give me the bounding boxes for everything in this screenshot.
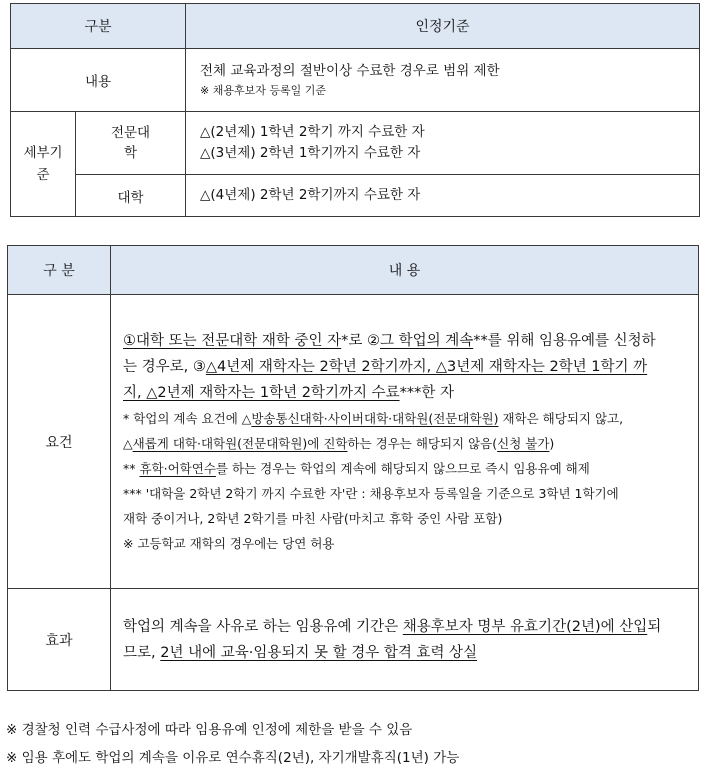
header-criteria: 인정기준: [186, 4, 700, 49]
effect-line: 학업의 계속을 사유로 하는 임용유예 기간은 채용후보자 명부 유효기간(2년)에 산입되: [123, 618, 662, 635]
header-content: 내 용: [111, 246, 699, 295]
college-label: 전문대학: [76, 112, 186, 175]
requirement-line: 는 경우로, ③△4년제 재학자는 2학년 2학기까지, △3년제 재학자는 2학년 1학기 까: [123, 358, 648, 375]
college-criteria-line: △(3년제) 2학년 1학기까지 수료한 자: [200, 145, 421, 161]
requirement-line: ①대학 또는 전문대학 재학 중인 자*로 ②그 학업의 계속**를 위해 임용유예를 신청하: [123, 332, 656, 349]
recognition-criteria-table: [10, 3, 700, 217]
effect-cell: [111, 589, 699, 691]
content-cell: [186, 49, 700, 112]
deferral-table: [7, 245, 699, 691]
header-category: 구 분: [8, 246, 111, 295]
requirement-note: △새롭게 대학·대학원(전문대학원)에 진학하는 경우는 해당되지 않음(신청 불가): [123, 435, 555, 451]
footnote: ※ 임용 후에도 학업의 계속을 이유로 연수휴직(2년), 자기개발휴직(1년) 가능: [6, 750, 460, 766]
detail-group-label: 세부기준: [11, 112, 76, 217]
table-row: [8, 295, 699, 589]
table-header-row: [11, 4, 700, 49]
university-criteria-line: △(4년제) 2학년 2학기까지 수료한 자: [186, 175, 700, 217]
university-label: 대학: [76, 175, 186, 217]
effect-line: 므로, 2년 내에 교육·임용되지 못 할 경우 합격 효력 상실: [123, 644, 478, 661]
row-label-content: 내용: [11, 49, 186, 112]
effect-label: 효과: [8, 589, 111, 691]
table-row: [11, 49, 700, 112]
table-row: [11, 175, 700, 217]
requirement-note: ※ 고등학교 재학의 경우에는 당연 허용: [123, 535, 335, 551]
table-row: [11, 112, 700, 175]
requirement-note: ** 휴학·어학연수를 하는 경우는 학업의 계속에 해당되지 않으므로 즉시 임용유예 해제: [123, 460, 590, 476]
requirement-note: *** '대학을 2학년 2학기 까지 수료한 자'란 : 채용후보자 등록일을 기준으로 3학년 1학기에: [123, 485, 619, 501]
requirement-note: 재학 중이거나, 2학년 2학기를 마친 사람(마치고 휴학 중인 사람 포함): [123, 510, 503, 526]
content-main-line: 전체 교육과정의 절반이상 수료한 경우로 범위 제한: [200, 63, 500, 79]
requirement-cell: [111, 295, 699, 589]
footnote: ※ 경찰청 인력 수급사정에 따라 임용유예 인정에 제한을 받을 수 있음: [6, 722, 413, 738]
college-criteria-line: △(2년제) 1학년 2학기 까지 수료한 자: [200, 124, 425, 140]
college-criteria-cell: [186, 112, 700, 175]
footnotes: [6, 716, 459, 772]
table-header-row: [8, 246, 699, 295]
requirement-line: 지, △2년제 재학자는 1학년 2학기까지 수료***한 자: [123, 384, 454, 401]
content-sub-note: ※ 채용후보자 등록일 기준: [200, 84, 326, 97]
requirement-note: * 학업의 계속 요건에 △방송통신대학·사이버대학·대학원(전문대학원) 재학은 해당되지 않고,: [123, 410, 624, 426]
table-row: [8, 589, 699, 691]
header-category: 구분: [11, 4, 186, 49]
requirement-label: 요건: [8, 295, 111, 589]
